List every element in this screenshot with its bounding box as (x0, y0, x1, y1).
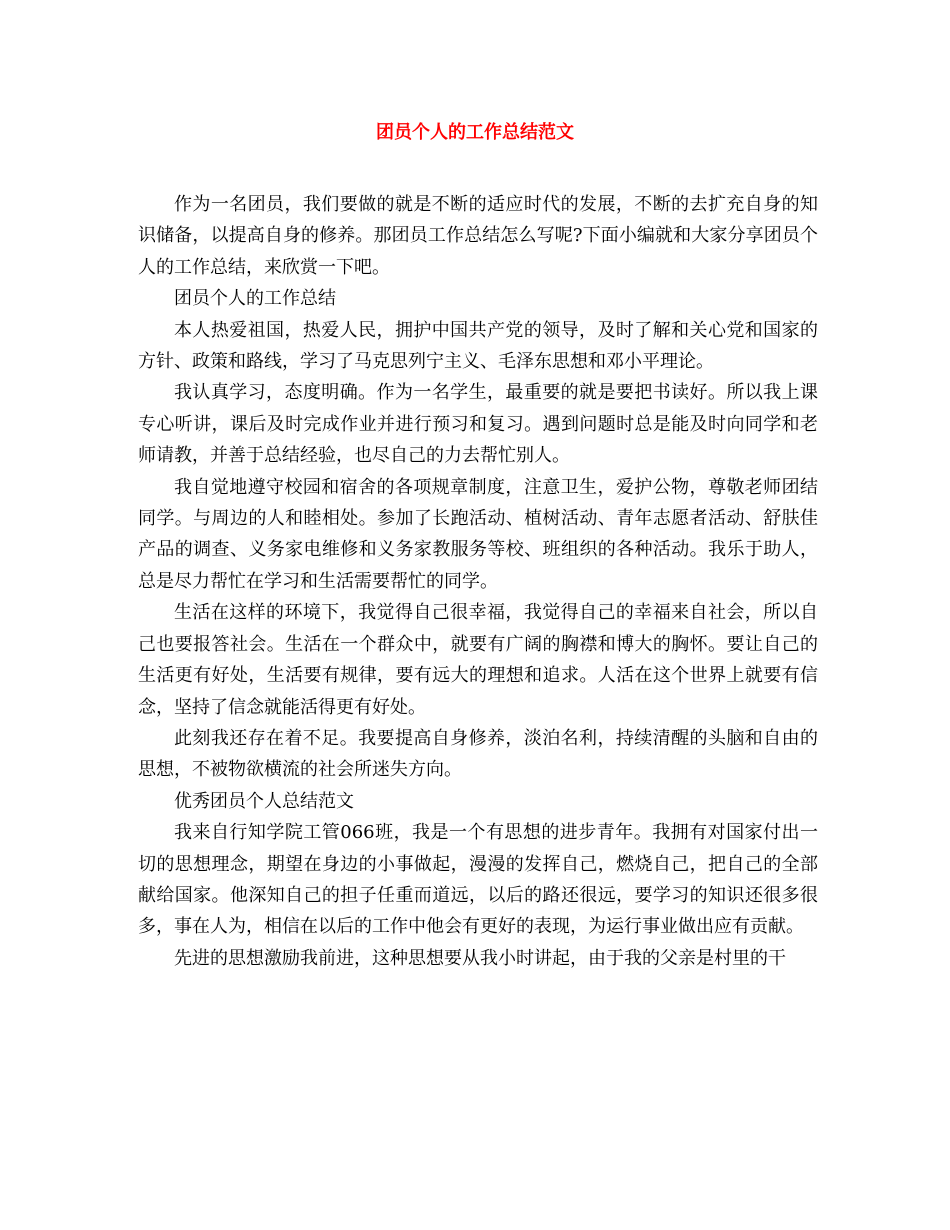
section-heading-1: 团员个人的工作总结 (174, 288, 336, 310)
paragraph: 本人热爱祖国，热爱人民，拥护中国共产党的领导，及时了解和关心党和国家的方针、政策和路线，学习了马克思列宁主义、毛泽东思想和邓小平理论。 (138, 319, 818, 373)
paragraph: 先进的思想激励我前进，这种思想要从我小时讲起，由于我的父亲是村里的干 (174, 947, 786, 969)
paragraph: 生活在这样的环境下，我觉得自己很幸福，我觉得自己的幸福来自社会，所以自己也要报答社会。生活在一个群众中，就要有广阔的胸襟和博大的胸怀。要让自己的生活更有好处，生活要有规律，要有远大的理想和追求。人活在这个世界上就要有信念，坚持了信念就能活得更有好处。 (138, 602, 818, 718)
paragraph: 此刻我还存在着不足。我要提高自身修养，淡泊名利，持续清醒的头脑和自由的思想，不被物欲横流的社会所迷失方向。 (138, 727, 818, 781)
document-body (138, 189, 818, 974)
paragraph: 我来自行知学院工管066班，我是一个有思想的进步青年。我拥有对国家付出一切的思想理念，期望在身边的小事做起，漫漫的发挥自己，燃烧自己，把自己的全部献给国家。他深知自己的担子任重而道远，以后的路还很远，要学习的知识还很多很多，事在人为，相信在以后的工作中他会有更好的表现，为运行事业做出应有贡献。 (138, 822, 818, 938)
document-title: 团员个人的工作总结范文 (376, 122, 574, 143)
section-heading-2: 优秀团员个人总结范文 (174, 790, 354, 812)
paragraph: 我自觉地遵守校园和宿舍的各项规章制度，注意卫生，爱护公物，尊敬老师团结同学。与周边的人和睦相处。参加了长跑活动、植树活动、青年志愿者活动、舒肤佳产品的调查、义务家电维修和义务家教服务等校、班组织的各种活动。我乐于助人，总是尽力帮忙在学习和生活需要帮忙的同学。 (138, 476, 818, 592)
paragraph: 我认真学习，态度明确。作为一名学生，最重要的就是要把书读好。所以我上课专心听讲，课后及时完成作业并进行预习和复习。遇到问题时总是能及时向同学和老师请教，并善于总结经验，也尽自己的力去帮忙别人。 (138, 382, 818, 467)
paragraph-intro: 作为一名团员，我们要做的就是不断的适应时代的发展，不断的去扩充自身的知识储备，以提高自身的修养。那团员工作总结怎么写呢?下面小编就和大家分享团员个人的工作总结，来欣赏一下吧。 (138, 194, 818, 278)
